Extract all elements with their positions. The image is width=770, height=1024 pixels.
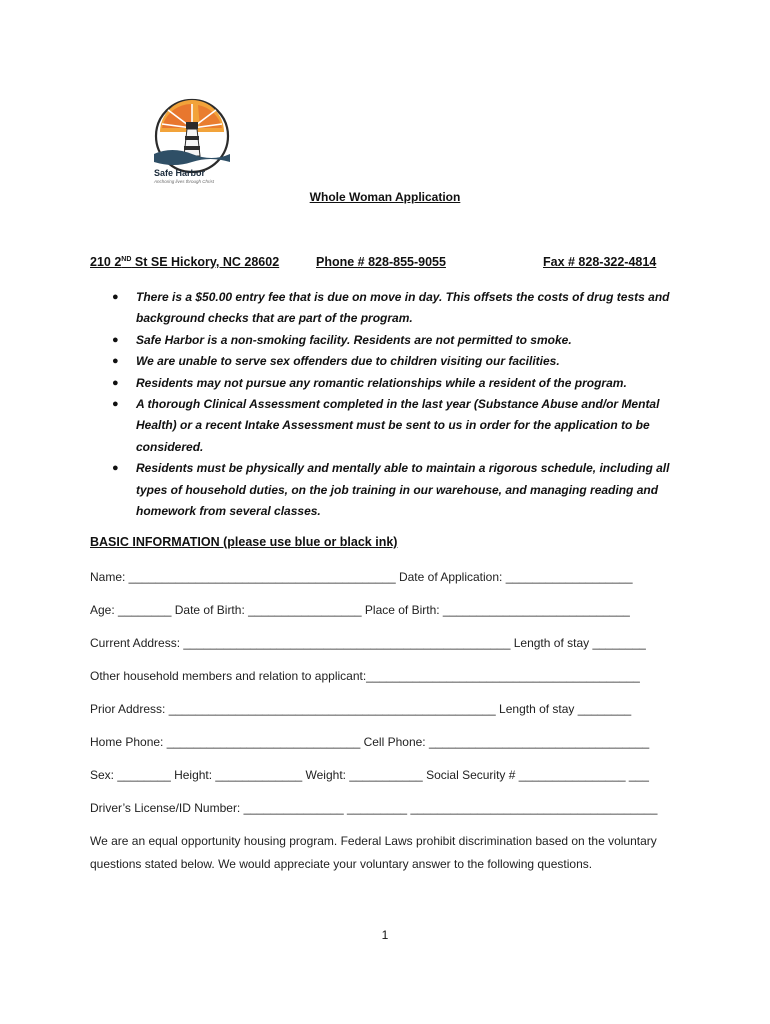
name-date-row[interactable]: Name: ________________________________________ Date of Application: ___________________ [90, 570, 633, 584]
bullet-icon: ● [112, 398, 119, 411]
fax-number: Fax # 828-322-4814 [543, 255, 657, 269]
bullet-icon: ● [112, 333, 119, 346]
household-members-row[interactable]: Other household members and relation to applicant:_________________________________________ [90, 669, 640, 683]
list-item: ● Residents may not pursue any romantic relationships while a resident of the program. [112, 373, 684, 394]
prior-address-row[interactable]: Prior Address: _________________________________________________ Length of stay ________ [90, 702, 632, 716]
page-title: Whole Woman Application [309, 190, 461, 204]
list-item: ● We are unable to serve sex offenders due to children visiting our facilities. [112, 351, 684, 372]
phone-number: Phone # 828-855-9055 [316, 255, 446, 269]
page-number: 1 [381, 928, 389, 942]
bullet-icon: ● [112, 355, 119, 368]
bullet-icon: ● [112, 462, 119, 475]
logo-name: Safe Harbor [154, 168, 206, 178]
address: 210 2ND St SE Hickory, NC 28602 [90, 255, 280, 269]
physical-ssn-row[interactable]: Sex: ________ Height: _____________ Weight: ___________ Social Security # ________________ ___ [90, 768, 649, 782]
current-address-row[interactable]: Current Address: _________________________________________________ Length of stay ________ [90, 636, 646, 650]
logo-tagline: Anchoring lives through Christ [154, 179, 215, 184]
basic-information-heading: BASIC INFORMATION (please use blue or black ink) [90, 535, 398, 549]
drivers-license-row[interactable]: Driver’s License/ID Number: _______________ _________ _____________________________________ [90, 801, 658, 815]
equal-opportunity-statement: We are an equal opportunity housing program. Federal Laws prohibit discrimination based on the voluntary questions stated below. We would appreciate your voluntary answer to the following questions. [90, 834, 657, 871]
bullet-icon: ● [112, 376, 119, 389]
program-rules-list [112, 287, 684, 522]
list-item: ● A thorough Clinical Assessment completed in the last year (Substance Abuse and/or Mental Health) or a recent Intake Assessment must be sent to us in order for the application to be considered. [112, 394, 684, 458]
list-item: ● Safe Harbor is a non-smoking facility. Residents are not permitted to smoke. [112, 330, 684, 351]
phone-row[interactable]: Home Phone: _____________________________ Cell Phone: _________________________________ [90, 735, 650, 749]
age-birth-row[interactable]: Age: ________ Date of Birth: _________________ Place of Birth: ____________________________ [90, 603, 630, 617]
list-item: ● There is a $50.00 entry fee that is due on move in day. This offsets the costs of drug tests and background checks that are part of the program. [112, 287, 684, 330]
list-item: ● Residents must be physically and mentally able to maintain a rigorous schedule, including all types of household duties, on the job training in our warehouse, and managing reading and homework from several classes. [112, 458, 684, 522]
bullet-icon: ● [112, 291, 119, 303]
